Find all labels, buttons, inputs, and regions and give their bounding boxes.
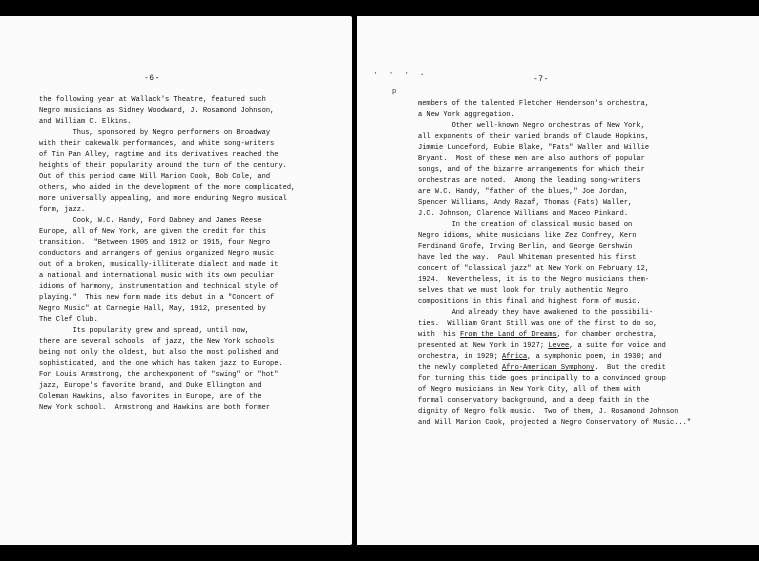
- text-line: form, jazz.: [39, 206, 86, 214]
- text-line: Bryant. Most of these men are also authors of popular: [418, 155, 645, 163]
- left-page-text: [39, 95, 295, 414]
- text-line: And already they have awakened to the possibili-: [418, 309, 654, 317]
- underlined-title: Afro-American Symphony: [502, 364, 595, 372]
- text-line: formal conservatory background, and a deep faith in the: [418, 397, 650, 405]
- text-line: New York school. Armstrong and Hawkins are both former: [39, 404, 271, 412]
- text-line: [418, 341, 691, 352]
- text-line: Ferdinand Grofe, Irving Berlin, and George Gershwin: [418, 243, 633, 251]
- text-line: Out of this period came Will Marion Cook, Bob Cole, and: [39, 173, 271, 181]
- text-line: In the creation of classical music based on: [418, 221, 633, 229]
- text-line: Europe, all of New York, are given the credit for this: [39, 228, 266, 236]
- text-line: conductors and arrangers of genius organized Negro music: [39, 250, 275, 258]
- text-line: for turning this tide goes principally to a convinced group: [418, 375, 666, 383]
- text-line: idioms of harmony, instrumentation and technical style of: [39, 283, 279, 291]
- text-line: sophisticated, and the one which has taken jazz to Europe.: [39, 360, 283, 368]
- text-line: concert of "classical jazz" at New York on February 12,: [418, 265, 650, 273]
- text-line: and Will Marion Cook, projected a Negro Conservatory of Music...": [418, 419, 692, 427]
- text-line: Jimmie Lunceford, Eubie Blake, "Fats" Waller and Willie: [418, 144, 650, 152]
- right-page-text: [418, 99, 691, 429]
- left-page: [0, 16, 352, 545]
- text-line: being not only the oldest, but also the most polished and: [39, 349, 279, 357]
- line-text-before: the newly completed: [418, 364, 503, 372]
- text-line: Other well-known Negro orchestras of New York,: [418, 122, 645, 130]
- text-line: selves that we must look for truly authentic Negro: [418, 287, 629, 295]
- text-line: all exponents of their varied brands of Claude Hopkins,: [418, 133, 650, 141]
- text-line: [418, 352, 691, 363]
- text-line: members of the talented Fletcher Henderson's orchestra,: [418, 100, 650, 108]
- page-number: -6-: [144, 74, 160, 83]
- text-line: [418, 330, 691, 341]
- text-line: jazz, Europe's favorite brand, and Duke Ellington and: [39, 382, 262, 390]
- text-line: have led the way. Paul Whiteman presented his first: [418, 254, 637, 262]
- line-text-after: , for chamber orchestra,: [556, 331, 658, 339]
- text-line: Negro idioms, white musicians like Zez Confrey, Kern: [418, 232, 637, 240]
- underlined-title: Africa: [502, 353, 528, 361]
- text-line: Thus, sponsored by Negro performers on Broadway: [39, 129, 271, 137]
- text-line: out of a broken, musically-illiterate dialect and made it: [39, 261, 279, 269]
- margin-mark: p: [392, 88, 397, 96]
- text-line: more universally appealing, and more enduring Negro musical: [39, 195, 287, 203]
- page-number: -7-: [533, 75, 549, 84]
- text-line: [418, 363, 691, 374]
- text-line: Negro musicians as Sidney Woodward, J. Rosamond Johnson,: [39, 107, 275, 115]
- right-page: [357, 16, 759, 545]
- line-text-after: , a symphonic poem, in 1930; and: [527, 353, 662, 361]
- underlined-title: Levee: [548, 342, 570, 350]
- text-line: the following year at Wallack's Theatre, featured such: [39, 96, 266, 104]
- text-line: Its popularity grew and spread, until now,: [39, 327, 250, 335]
- text-line: Coleman Hawkins, also favorites in Europe, are of the: [39, 393, 262, 401]
- text-line: 1924. Nevertheless, it is to the Negro musicians them-: [418, 276, 650, 284]
- text-line: Cook, W.C. Handy, Ford Dabney and James Reese: [39, 217, 262, 225]
- text-line: a New York aggregation.: [418, 111, 515, 119]
- text-line: others, who aided in the development of the more complicated,: [39, 184, 296, 192]
- text-line: with their cakewalk performances, and white song-writers: [39, 140, 275, 148]
- text-line: J.C. Johnson, Clarence Williams and Maceo Pinkard.: [418, 210, 629, 218]
- text-line: Negro Music" at Carnegie Hall, May, 1912, presented by: [39, 305, 266, 313]
- text-line: there are several schools of jazz, the New York schools: [39, 338, 275, 346]
- text-line: are W.C. Handy, "father of the blues," Joe Jordan,: [418, 188, 629, 196]
- text-line: heights of their popularity around the turn of the century.: [39, 162, 287, 170]
- text-line: orchestras are noted. Among the leading song-writers: [418, 177, 641, 185]
- line-text-before: with his: [418, 331, 461, 339]
- text-line: compositions in this final and highest form of music.: [418, 298, 641, 306]
- text-line: playing." This new form made its debut in a "Concert of: [39, 294, 275, 302]
- text-line: Spencer Williams, Andy Razaf, Thomas (Fats) Waller,: [418, 199, 633, 207]
- underlined-title: From the Land of Dreams: [460, 331, 557, 339]
- line-text-after: . But the credit: [594, 364, 666, 372]
- text-line: transition. "Between 1905 and 1912 or 1915, four Negro: [39, 239, 271, 247]
- text-line: of Negro musicians in New York City, all of them with: [418, 386, 641, 394]
- line-text-after: , a suite for voice and: [569, 342, 666, 350]
- line-text-before: presented at New York in 1927;: [418, 342, 549, 350]
- text-line: ties. William Grant Still was one of the first to do so,: [418, 320, 658, 328]
- text-line: songs, and of the bizarre arrangements for which their: [418, 166, 645, 174]
- text-line: of Tin Pan Alley, ragtime and its derivatives reached the: [39, 151, 279, 159]
- text-line: and William C. Elkins.: [39, 118, 132, 126]
- text-line: The Clef Club.: [39, 316, 98, 324]
- text-line: a national and international music with its own peculiar: [39, 272, 275, 280]
- line-text-before: orchestra, in 1929;: [418, 353, 503, 361]
- text-line: dignity of Negro folk music. Two of them, J. Rosamond Johnson: [418, 408, 679, 416]
- stray-mark: · · · .: [373, 69, 428, 78]
- text-line: For Louis Armstrong, the archexponent of "swing" or "hot": [39, 371, 279, 379]
